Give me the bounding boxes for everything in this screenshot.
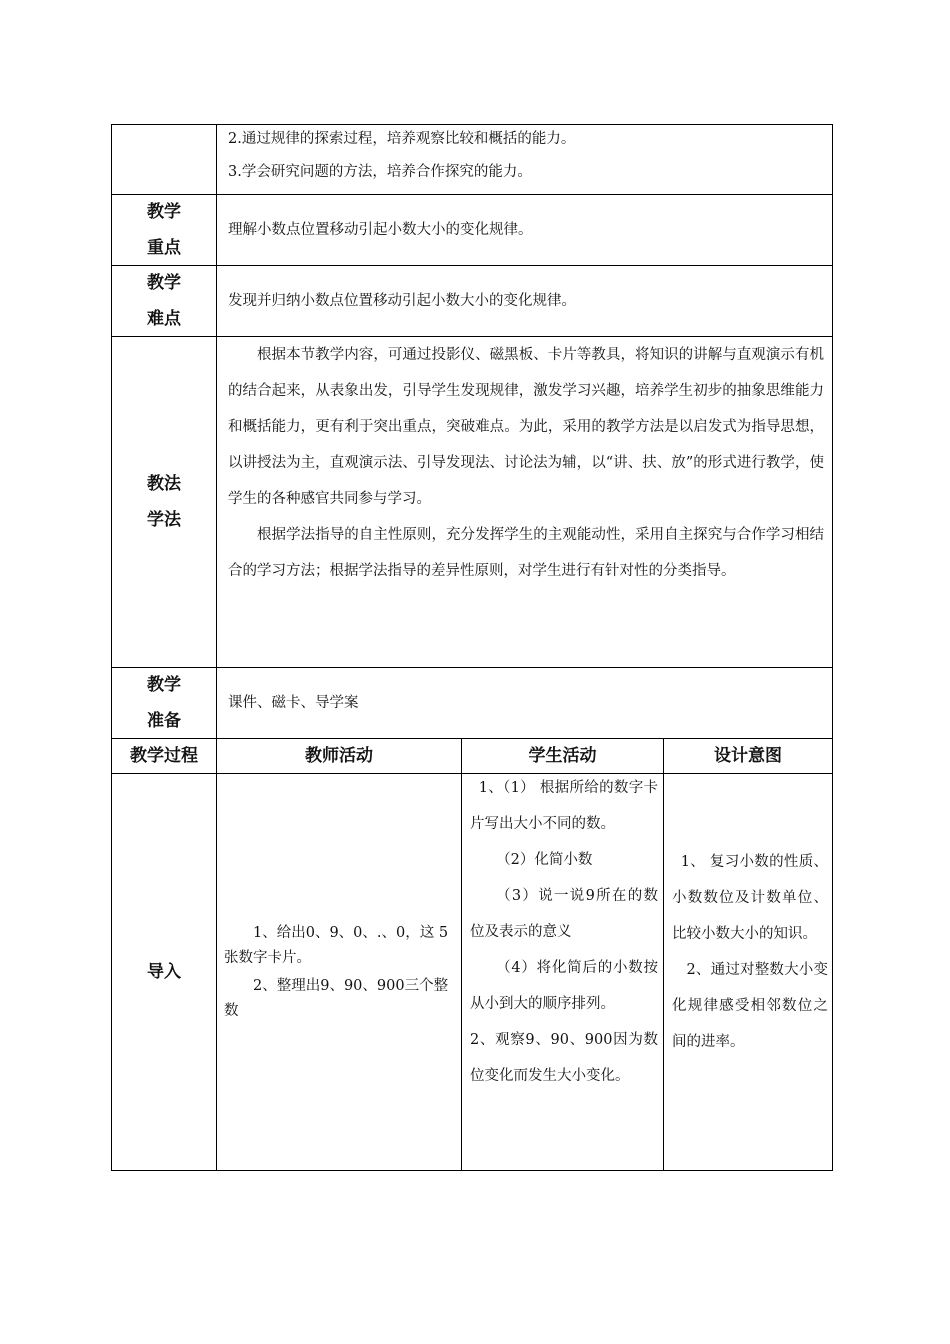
goals-cell (217, 124, 832, 194)
column-divider (461, 738, 462, 1171)
table-border-right (832, 124, 833, 1171)
methods-label: 教法 学法 (147, 474, 181, 530)
stage-intro: 导入 (147, 962, 181, 982)
header-design: 设计意图 (714, 746, 782, 766)
header-process: 教学过程 (130, 746, 198, 766)
student-step: （3）说一说9所在的数位及表示的意义 (470, 888, 658, 940)
column-divider (663, 738, 664, 1171)
student-step: 2、观察9、90、900因为数位变化而发生大小变化。 (470, 1032, 658, 1084)
student-step: （4）将化简后的小数按从小到大的顺序排列。 (470, 960, 658, 1012)
header-student: 学生活动 (528, 746, 597, 766)
preparation-content: 课件、磁卡、导学案 (228, 695, 359, 711)
teacher-step: 2、整理出9、90、900三个整数 (224, 977, 449, 1019)
goal-item: 3.学会研究问题的方法，培养合作探究的能力。 (228, 164, 532, 180)
teacher-step: 1、给出0、9、0、.、0，这 5张数字卡片。 (224, 924, 449, 966)
table-border-bottom (111, 1170, 833, 1171)
student-activity (470, 770, 658, 1170)
key-points-label: 教学 重点 (147, 202, 181, 258)
methods-paragraph: 根据本节教学内容，可通过投影仪、磁黑板、卡片等教具，将知识的讲解与直观演示有机的结合起来，从表象出发，引导学生发现规律，激发学习兴趣，培养学生初步的抽象思维能力和概括能力，更有利于突出重点，突破难点。为此，采用的教学方法是以启发式为指导思想，以讲授法为主，直观演示法、引导发现法、讨论法为辅，以“讲、扶、放”的形式进行教学，使学生的各种感官共同参与学习。 (228, 347, 824, 507)
design-point: 2、通过对整数大小变化规律感受相邻数位之间的进率。 (672, 962, 828, 1050)
key-points-content: 理解小数点位置移动引起小数大小的变化规律。 (228, 222, 533, 238)
difficulties-content: 发现并归纳小数点位置移动引起小数大小的变化规律。 (228, 293, 576, 309)
methods-content (217, 337, 832, 667)
design-intent (672, 774, 828, 1170)
design-point: 1、 复习小数的性质、小数数位及计数单位、比较小数大小的知识。 (672, 854, 828, 942)
teacher-activity (224, 774, 458, 1170)
methods-paragraph: 根据学法指导的自主性原则，充分发挥学生的主观能动性，采用自主探究与合作学习相结合的学习方法；根据学法指导的差异性原则，对学生进行有针对性的分类指导。 (228, 527, 824, 579)
header-teacher: 教师活动 (305, 746, 373, 766)
student-step: （2）化简小数 (496, 852, 593, 868)
goal-item: 2.通过规律的探索过程，培养观察比较和概括的能力。 (228, 131, 576, 147)
preparation-label: 教学 准备 (147, 675, 181, 731)
difficulties-label: 教学 难点 (147, 273, 181, 329)
student-step: 1、（1） 根据所给的数字卡片写出大小不同的数。 (470, 780, 658, 832)
